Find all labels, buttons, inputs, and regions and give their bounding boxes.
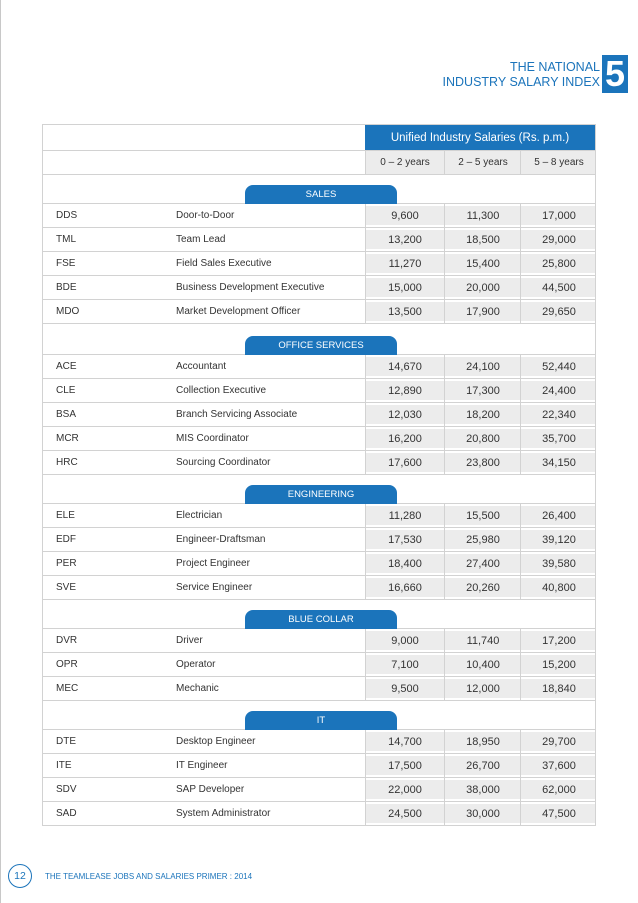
section-title: IT: [245, 711, 397, 730]
salary-2-5-years: 18,950: [444, 730, 521, 753]
salary-2-5-years: 38,000: [444, 778, 521, 801]
table-row: [42, 629, 596, 653]
chapter-header: [443, 60, 600, 90]
header-title-line-1: THE NATIONAL: [509, 60, 600, 74]
salary-5-8-years: 52,440: [520, 355, 597, 378]
page-number: 12: [8, 864, 32, 888]
role-code: OPR: [56, 659, 78, 670]
salary-2-5-years: 11,740: [444, 629, 521, 652]
table-row: [42, 228, 596, 252]
section-title: ENGINEERING: [245, 485, 397, 504]
table-row: [42, 451, 596, 475]
table-row: [42, 355, 596, 379]
salary-0-2-years: 22,000: [365, 778, 444, 801]
role-name: Door-to-Door: [176, 210, 235, 221]
salary-5-8-years: 17,200: [520, 629, 597, 652]
salary-0-2-years: 15,000: [365, 276, 444, 299]
salary-2-5-years: 10,400: [444, 653, 521, 676]
table-row: [42, 300, 596, 324]
role-name: Market Development Officer: [176, 306, 301, 317]
table-row: [42, 653, 596, 677]
role-name: Sourcing Coordinator: [176, 457, 271, 468]
role-code: CLE: [56, 385, 76, 396]
salary-2-5-years: 25,980: [444, 528, 521, 551]
table-row: [42, 576, 596, 600]
salary-5-8-years: 18,840: [520, 677, 597, 700]
salary-band-title: Unified Industry Salaries (Rs. p.m.): [365, 125, 595, 150]
salary-5-8-years: 24,400: [520, 379, 597, 402]
salary-0-2-years: 13,200: [365, 228, 444, 251]
salary-5-8-years: 29,700: [520, 730, 597, 753]
salary-2-5-years: 27,400: [444, 552, 521, 575]
role-name: Business Development Executive: [176, 282, 325, 293]
column-header-row: [42, 151, 596, 175]
role-code: SDV: [56, 784, 77, 795]
salary-5-8-years: 22,340: [520, 403, 597, 426]
salary-2-5-years: 11,300: [444, 204, 521, 227]
role-name: Desktop Engineer: [176, 736, 256, 747]
salary-0-2-years: 13,500: [365, 300, 444, 323]
salary-5-8-years: 29,650: [520, 300, 597, 323]
salary-5-8-years: 37,600: [520, 754, 597, 777]
salary-0-2-years: 11,280: [365, 504, 444, 527]
salary-5-8-years: 29,000: [520, 228, 597, 251]
chapter-number-badge: 5: [602, 55, 628, 93]
salary-2-5-years: 20,260: [444, 576, 521, 599]
salary-5-8-years: 17,000: [520, 204, 597, 227]
salary-5-8-years: 47,500: [520, 802, 597, 825]
table-row: [42, 730, 596, 754]
salary-5-8-years: 39,120: [520, 528, 597, 551]
role-name: Operator: [176, 659, 216, 670]
column-header-5-8-years: 5 – 8 years: [520, 151, 597, 174]
role-code: TML: [56, 234, 76, 245]
table-row: [42, 427, 596, 451]
table-band-row: [42, 124, 596, 151]
salary-0-2-years: 9,600: [365, 204, 444, 227]
salary-2-5-years: 24,100: [444, 355, 521, 378]
role-code: MDO: [56, 306, 80, 317]
role-name: Mechanic: [176, 683, 219, 694]
salary-2-5-years: 20,800: [444, 427, 521, 450]
table-row: [42, 552, 596, 576]
salary-5-8-years: 40,800: [520, 576, 597, 599]
role-code: SVE: [56, 582, 77, 593]
salary-0-2-years: 12,030: [365, 403, 444, 426]
salary-2-5-years: 23,800: [444, 451, 521, 474]
role-name: Field Sales Executive: [176, 258, 272, 269]
salary-0-2-years: 24,500: [365, 802, 444, 825]
column-header-2-5-years: 2 – 5 years: [444, 151, 521, 174]
salary-0-2-years: 9,500: [365, 677, 444, 700]
salary-5-8-years: 15,200: [520, 653, 597, 676]
role-name: Branch Servicing Associate: [176, 409, 298, 420]
role-code: ACE: [56, 361, 77, 372]
salary-0-2-years: 17,500: [365, 754, 444, 777]
table-row: [42, 276, 596, 300]
salary-5-8-years: 26,400: [520, 504, 597, 527]
salary-5-8-years: 35,700: [520, 427, 597, 450]
role-code: BDE: [56, 282, 77, 293]
role-name: MIS Coordinator: [176, 433, 249, 444]
salary-5-8-years: 62,000: [520, 778, 597, 801]
table-row: [42, 379, 596, 403]
role-code: DDS: [56, 210, 78, 221]
role-name: Project Engineer: [176, 558, 250, 569]
section-title: BLUE COLLAR: [245, 610, 397, 629]
role-name: Engineer-Draftsman: [176, 534, 266, 545]
salary-2-5-years: 20,000: [444, 276, 521, 299]
salary-0-2-years: 9,000: [365, 629, 444, 652]
table-row: [42, 403, 596, 427]
section-row: [42, 600, 596, 629]
table-row: [42, 802, 596, 826]
role-name: Driver: [176, 635, 203, 646]
salary-2-5-years: 15,400: [444, 252, 521, 275]
role-code: FSE: [56, 258, 76, 269]
role-code: EDF: [56, 534, 76, 545]
table-row: [42, 252, 596, 276]
header-title-line-2: INDUSTRY SALARY INDEX: [442, 75, 600, 89]
salary-0-2-years: 16,660: [365, 576, 444, 599]
role-code: ITE: [56, 760, 72, 771]
salary-table: [42, 124, 596, 826]
salary-2-5-years: 18,500: [444, 228, 521, 251]
role-name: Electrician: [176, 510, 223, 521]
salary-0-2-years: 12,890: [365, 379, 444, 402]
role-code: BSA: [56, 409, 77, 420]
role-name: Accountant: [176, 361, 227, 372]
role-code: DVR: [56, 635, 78, 646]
footer-text: THE TEAMLEASE JOBS AND SALARIES PRIMER : 2014: [45, 871, 253, 881]
salary-0-2-years: 18,400: [365, 552, 444, 575]
salary-0-2-years: 11,270: [365, 252, 444, 275]
salary-5-8-years: 25,800: [520, 252, 597, 275]
section-row: [42, 475, 596, 504]
salary-2-5-years: 18,200: [444, 403, 521, 426]
salary-5-8-years: 44,500: [520, 276, 597, 299]
section-title: SALES: [245, 185, 397, 204]
salary-0-2-years: 16,200: [365, 427, 444, 450]
table-row: [42, 528, 596, 552]
section-title: OFFICE SERVICES: [245, 336, 397, 355]
role-name: Collection Executive: [176, 385, 267, 396]
salary-2-5-years: 26,700: [444, 754, 521, 777]
role-name: System Administrator: [176, 808, 271, 819]
salary-0-2-years: 17,600: [365, 451, 444, 474]
table-row: [42, 204, 596, 228]
table-row: [42, 677, 596, 701]
table-row: [42, 778, 596, 802]
section-row: [42, 175, 596, 204]
role-code: SAD: [56, 808, 77, 819]
role-code: PER: [56, 558, 77, 569]
section-row: [42, 324, 596, 355]
salary-0-2-years: 17,530: [365, 528, 444, 551]
salary-2-5-years: 30,000: [444, 802, 521, 825]
salary-0-2-years: 14,670: [365, 355, 444, 378]
role-code: MEC: [56, 683, 79, 694]
role-code: HRC: [56, 457, 78, 468]
salary-2-5-years: 12,000: [444, 677, 521, 700]
role-name: IT Engineer: [176, 760, 228, 771]
salary-2-5-years: 15,500: [444, 504, 521, 527]
salary-0-2-years: 7,100: [365, 653, 444, 676]
salary-0-2-years: 14,700: [365, 730, 444, 753]
page-footer: [8, 864, 252, 888]
salary-5-8-years: 34,150: [520, 451, 597, 474]
page-edge-rule: [0, 0, 1, 903]
role-code: ELE: [56, 510, 75, 521]
role-name: SAP Developer: [176, 784, 245, 795]
role-name: Team Lead: [176, 234, 226, 245]
salary-2-5-years: 17,900: [444, 300, 521, 323]
column-header-0-2-years: 0 – 2 years: [365, 151, 444, 174]
salary-5-8-years: 39,580: [520, 552, 597, 575]
role-code: DTE: [56, 736, 76, 747]
salary-2-5-years: 17,300: [444, 379, 521, 402]
table-row: [42, 504, 596, 528]
table-row: [42, 754, 596, 778]
role-name: Service Engineer: [176, 582, 253, 593]
role-code: MCR: [56, 433, 79, 444]
section-row: [42, 701, 596, 730]
